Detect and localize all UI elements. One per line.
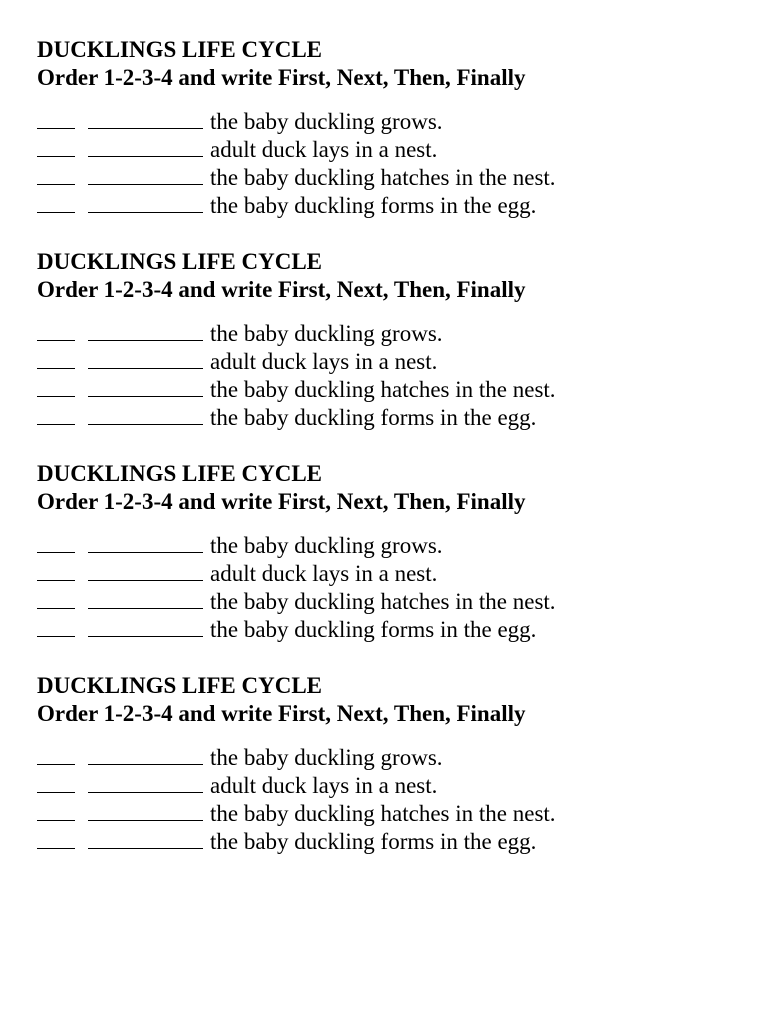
order-number-blank[interactable] [37,588,75,609]
worksheet-block [37,248,737,460]
order-number-blank[interactable] [37,376,75,397]
list-item [37,164,737,192]
list-item [37,376,737,404]
item-text: the baby duckling hatches in the nest. [210,165,556,190]
list-item [37,616,737,644]
item-text: the baby duckling forms in the egg. [210,829,537,854]
item-list [37,744,737,856]
block-title: DUCKLINGS LIFE CYCLE [37,249,322,274]
sequence-word-blank[interactable] [88,772,203,793]
list-item [37,532,737,560]
item-text: the baby duckling forms in the egg. [210,193,537,218]
block-instruction: Order 1-2-3-4 and write First, Next, Then, Finally [37,489,526,514]
order-number-blank[interactable] [37,800,75,821]
list-item [37,192,737,220]
sequence-word-blank[interactable] [88,744,203,765]
block-title: DUCKLINGS LIFE CYCLE [37,37,322,62]
sequence-word-blank[interactable] [88,348,203,369]
list-item [37,136,737,164]
order-number-blank[interactable] [37,828,75,849]
order-number-blank[interactable] [37,108,75,129]
list-item [37,772,737,800]
item-text: adult duck lays in a nest. [210,137,438,162]
worksheet-block [37,36,737,248]
sequence-word-blank[interactable] [88,164,203,185]
sequence-word-blank[interactable] [88,588,203,609]
list-item [37,744,737,772]
sequence-word-blank[interactable] [88,136,203,157]
order-number-blank[interactable] [37,404,75,425]
item-text: the baby duckling forms in the egg. [210,405,537,430]
block-instruction: Order 1-2-3-4 and write First, Next, Then, Finally [37,701,526,726]
worksheet-block [37,672,737,884]
item-text: the baby duckling hatches in the nest. [210,801,556,826]
sequence-word-blank[interactable] [88,108,203,129]
item-text: the baby duckling grows. [210,745,443,770]
block-instruction: Order 1-2-3-4 and write First, Next, Then, Finally [37,65,526,90]
item-text: the baby duckling grows. [210,321,443,346]
block-instruction: Order 1-2-3-4 and write First, Next, Then, Finally [37,277,526,302]
sequence-word-blank[interactable] [88,320,203,341]
order-number-blank[interactable] [37,560,75,581]
sequence-word-blank[interactable] [88,560,203,581]
order-number-blank[interactable] [37,348,75,369]
order-number-blank[interactable] [37,744,75,765]
sequence-word-blank[interactable] [88,828,203,849]
list-item [37,588,737,616]
order-number-blank[interactable] [37,164,75,185]
item-text: the baby duckling grows. [210,109,443,134]
order-number-blank[interactable] [37,192,75,213]
item-text: the baby duckling grows. [210,533,443,558]
item-text: adult duck lays in a nest. [210,349,438,374]
sequence-word-blank[interactable] [88,532,203,553]
list-item [37,348,737,376]
sequence-word-blank[interactable] [88,800,203,821]
item-list [37,108,737,220]
order-number-blank[interactable] [37,616,75,637]
item-text: the baby duckling hatches in the nest. [210,589,556,614]
sequence-word-blank[interactable] [88,616,203,637]
list-item [37,800,737,828]
item-text: adult duck lays in a nest. [210,773,438,798]
item-list [37,532,737,644]
order-number-blank[interactable] [37,320,75,341]
list-item [37,404,737,432]
order-number-blank[interactable] [37,532,75,553]
list-item [37,828,737,856]
item-text: adult duck lays in a nest. [210,561,438,586]
order-number-blank[interactable] [37,136,75,157]
list-item [37,320,737,348]
list-item [37,560,737,588]
item-list [37,320,737,432]
item-text: the baby duckling hatches in the nest. [210,377,556,402]
block-title: DUCKLINGS LIFE CYCLE [37,461,322,486]
order-number-blank[interactable] [37,772,75,793]
worksheet-block [37,460,737,672]
list-item [37,108,737,136]
sequence-word-blank[interactable] [88,376,203,397]
worksheet [37,36,737,884]
sequence-word-blank[interactable] [88,404,203,425]
block-title: DUCKLINGS LIFE CYCLE [37,673,322,698]
sequence-word-blank[interactable] [88,192,203,213]
item-text: the baby duckling forms in the egg. [210,617,537,642]
